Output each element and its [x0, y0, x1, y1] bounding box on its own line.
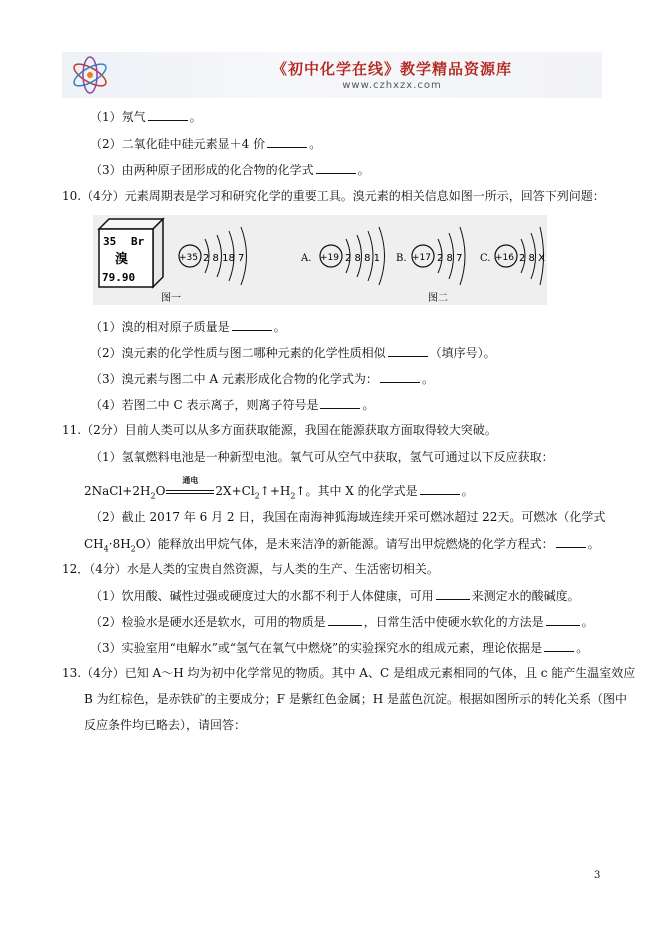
answer-blank: [232, 318, 272, 331]
banner-url: www.czhxzx.com: [342, 80, 442, 91]
answer-blank: [388, 344, 428, 357]
reaction-arrow: 通电: [165, 483, 215, 499]
q10-item-1: （1）溴的相对原子质量是 。: [90, 320, 286, 334]
svg-text:2 8 18 7: 2 8 18 7: [203, 253, 245, 264]
br-atom-structure: [179, 227, 247, 285]
q13-stem-line-2: B 为红棕色，是赤铁矿的主要成分；F 是紫红色金属；H 是蓝色沉淀。根据如图所示的转化关系（图中: [84, 692, 628, 706]
page-number: 3: [594, 870, 601, 881]
svg-text:2 8 X: 2 8 X: [519, 253, 545, 264]
answer-blank: [436, 587, 470, 600]
a-atom-structure: [320, 227, 385, 285]
answer-blank: [546, 613, 580, 626]
element-symbol: Br: [131, 235, 145, 248]
element-name: 溴: [115, 252, 129, 267]
atomic-number: 35: [103, 235, 117, 248]
q13-stem-line-1: 13.（4分）已知 A～H 均为初中化学常见的物质。其中 A、C 是组成元素相同的气体，且 c 能产生温室效应: [62, 666, 636, 680]
svg-text:+19: +19: [320, 253, 339, 263]
atomic-mass: 79.90: [102, 271, 136, 284]
answer-blank: [420, 482, 460, 495]
periodic-cell: [99, 219, 163, 287]
q13-stem-line-3: 反应条件均已略去），请回答：: [84, 718, 247, 732]
bromine-diagram: [93, 215, 547, 305]
answer-blank: [320, 396, 360, 409]
banner-title: 《初中化学在线》教学精品资源库: [271, 60, 512, 78]
answer-blank: [380, 370, 420, 383]
atom-logo-icon: [68, 54, 112, 96]
q11-item-2-line-2: $CH_4\cdot 8H_2O$）能释放出甲烷气体，是未来洁净的新能源。请写出甲烷燃烧的化学方程式： 。: [84, 537, 600, 554]
b-atom-structure: [412, 227, 465, 285]
svg-text:+16: +16: [495, 253, 514, 263]
answer-blank: [148, 108, 188, 121]
answer-blank: [267, 135, 307, 148]
svg-text:2 8 8 1: 2 8 8 1: [345, 253, 380, 264]
q10-stem: 10.（4分）元素周期表是学习和研究化学的重要工具。溴元素的相关信息如图一所示，回答下列问题：: [62, 189, 605, 203]
header-banner: [62, 52, 602, 98]
q10-item-4: （4）若图二中 C 表示离子，则离子符号是 。: [90, 398, 375, 412]
answer-blank: [328, 613, 362, 626]
q9-item-3: （3）由两种原子团形成的化合物的化学式 。: [90, 163, 370, 177]
option-c-label: C.: [480, 253, 491, 264]
option-b-label: B.: [396, 253, 407, 264]
answer-blank: [556, 535, 586, 548]
q9-item-2: （2）二氧化硅中硅元素显＋4 价 。: [90, 137, 322, 151]
answer-blank: [316, 161, 356, 174]
q10-item-2: （2）溴元素的化学性质与图二哪种元素的化学性质相似 （填序号）。: [90, 346, 496, 360]
q12-item-3: （3）实验室用“电解水”或“氢气在氧气中燃烧”的实验探究水的组成元素，理论依据是 。: [90, 641, 589, 655]
q12-item-2: （2）检验水是硬水还是软水，可用的物质是 ，日常生活中使硬水软化的方法是 。: [90, 615, 594, 629]
figure-2-caption: 图二: [428, 293, 448, 304]
option-a-label: A.: [301, 253, 312, 264]
q11-item-1: （1）氢氧燃料电池是一种新型电池。氧气可从空气中获取，氢气可通过以下反应获取：: [90, 450, 554, 464]
svg-text:+35: +35: [179, 253, 198, 263]
q9-item-1: （1）氖气 。: [90, 110, 202, 124]
bromine-figure: [93, 215, 547, 305]
q12-stem: 12．（4分）水是人类的宝贵自然资源，与人类的生产、生活密切相关。: [62, 562, 439, 576]
figure-1-caption: 图一: [161, 293, 181, 304]
chemical-equation: $2NaCl+2H_2O$ 通电 $2X+Cl_2↑+H_2↑$。其中 X 的化学式是 。: [84, 475, 474, 501]
answer-blank: [544, 639, 574, 652]
svg-text:+17: +17: [412, 253, 431, 263]
svg-text:2 8 7: 2 8 7: [437, 253, 463, 264]
q11-item-2-line-1: （2）截止 2017 年 6 月 2 日，我国在南海神狐海域连续开采可燃冰超过 22天。可燃冰（化学式: [90, 510, 606, 524]
q10-item-3: （3）溴元素与图二中 A 元素形成化合物的化学式为： 。: [90, 372, 434, 386]
q12-item-1: （1）饮用酸、碱性过强或硬度过大的水都不利于人体健康，可用 来测定水的酸碱度。: [90, 589, 580, 603]
q11-stem: 11.（2分）目前人类可以从多方面获取能源，我国在能源获取方面取得较大突破。: [62, 423, 497, 437]
c-ion-structure: [495, 227, 545, 285]
